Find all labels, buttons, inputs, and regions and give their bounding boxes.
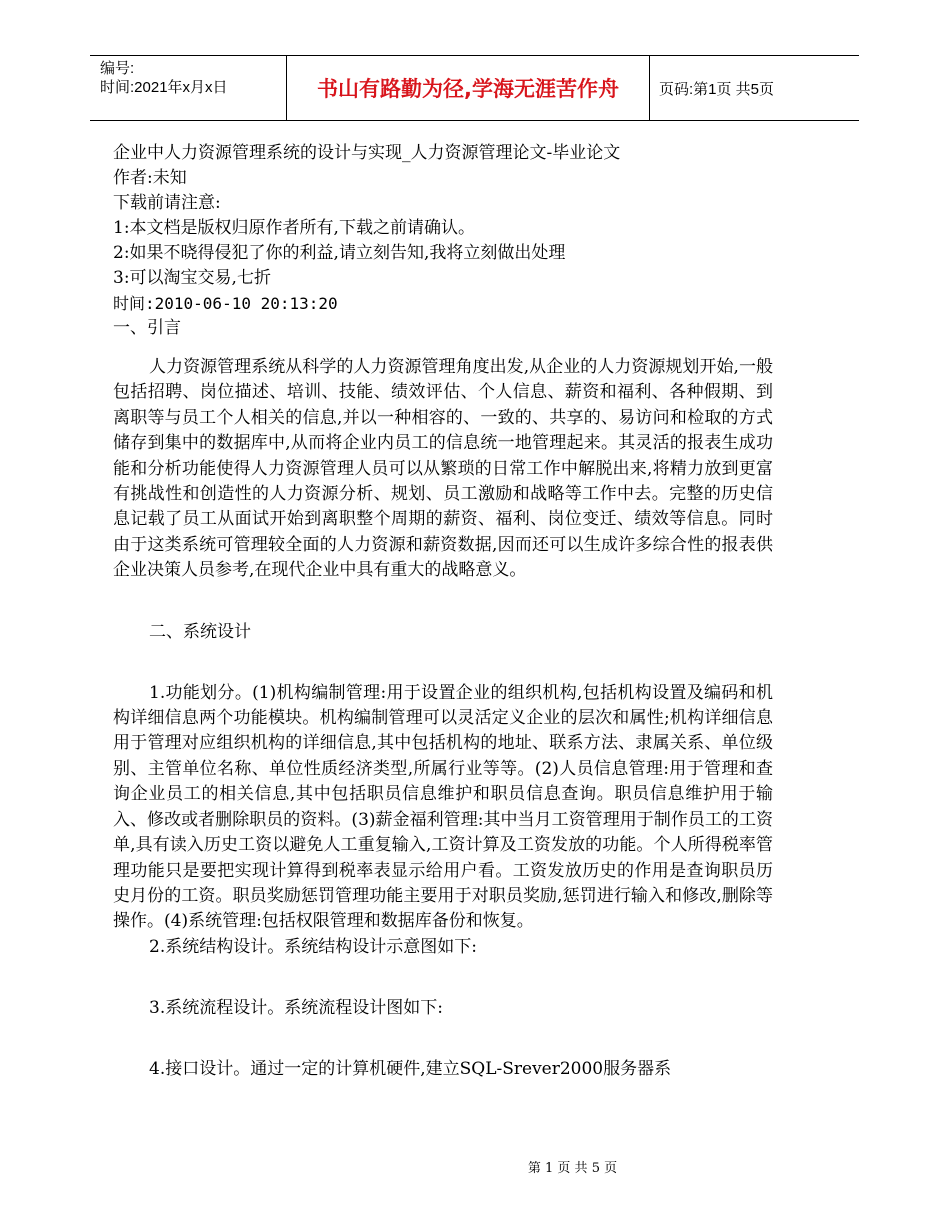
item-flow-design: 3.系统流程设计。系统流程设计图如下: (149, 997, 443, 1018)
doc-author: 作者:未知 (113, 168, 187, 188)
doc-title: 企业中人力资源管理系统的设计与实现_人力资源管理论文-毕业论文 (113, 143, 621, 163)
item-structure-design: 2.系统结构设计。系统结构设计示意图如下: (149, 936, 477, 957)
notice-item-1: 1:本文档是版权归原作者所有,下载之前请确认。 (113, 218, 475, 238)
notice-heading: 下载前请注意: (113, 193, 221, 213)
doc-timestamp: 时间:2010-06-10 20:13:20 (113, 294, 338, 313)
notice-item-3: 3:可以淘宝交易,七折 (113, 268, 271, 288)
header-meta (90, 56, 286, 120)
page-footer: 第 1 页 共 5 页 (527, 1161, 618, 1176)
time-label: 时间:2021年x月x日 (100, 79, 228, 96)
design-paragraph: 1.功能划分。(1)机构编制管理:用于设置企业的组织机构,包括机构设置及编码和机构详细信息两个功能模块。机构编制管理可以灵活定义企业的层次和属性;机构详细信息用于管理对应组织机构的详细信息,其中包括机构的地址、联系方法、隶属关系、单位级别、主管单位名称、单位性质经济类型,所属行业等等。(2)人员信息管理:用于管理和查询企业员工的相关信息,其中包括职员信息维护和职员信息查询。职员信息维护用于输入、修改或者删除职员的资料。(3)薪金福利管理:其中当月工资管理用于制作员工的工资单,具有读入历史工资以避免人工重复输入,工资计算及工资发放的功能。个人所得税率管理功能只是要把实现计算得到税率表显示给用户看。工资发放历史的作用是查询职员历史月份的工资。职员奖励惩罚管理功能主要用于对职员奖励,惩罚进行输入和修改,删除等操作。(4)系统管理:包括权限管理和数据库备份和恢复。 (113, 682, 773, 932)
header-motto: 书山有路勤为径,学海无涯苦作舟 (286, 56, 650, 120)
item-interface-design: 4.接口设计。通过一定的计算机硬件,建立SQL-Srever2000服务器系 (149, 1058, 672, 1079)
header-page-info: 页码:第1页 共5页 (659, 80, 775, 98)
document-body (113, 141, 773, 1082)
number-label: 编号: (100, 60, 135, 77)
page-header (90, 55, 859, 121)
section-heading-intro: 一、引言 (113, 318, 181, 338)
intro-paragraph: 人力资源管理系统从科学的人力资源管理角度出发,从企业的人力资源规划开始,一般包括招聘、岗位描述、培训、技能、绩效评估、个人信息、薪资和福利、各种假期、到离职等与员工个人相关的信息,并以一种相容的、一致的、共享的、易访问和检取的方式储存到集中的数据库中,从而将企业内员工的信息统一地管理起来。其灵活的报表生成功能和分析功能使得人力资源管理人员可以从繁琐的日常工作中解脱出来,将精力放到更富有挑战性和创造性的人力资源分析、规划、员工激励和战略等工作中去。完整的历史信息记载了员工从面试开始到离职整个周期的薪资、福利、岗位变迁、绩效等信息。同时由于这类系统可管理较全面的人力资源和薪资数据,因而还可以生成许多综合性的报表供企业决策人员参考,在现代企业中具有重大的战略意义。 (113, 357, 773, 581)
section-heading-design: 二、系统设计 (149, 621, 251, 642)
notice-item-2: 2:如果不晓得侵犯了你的利益,请立刻告知,我将立刻做出处理 (113, 243, 566, 263)
